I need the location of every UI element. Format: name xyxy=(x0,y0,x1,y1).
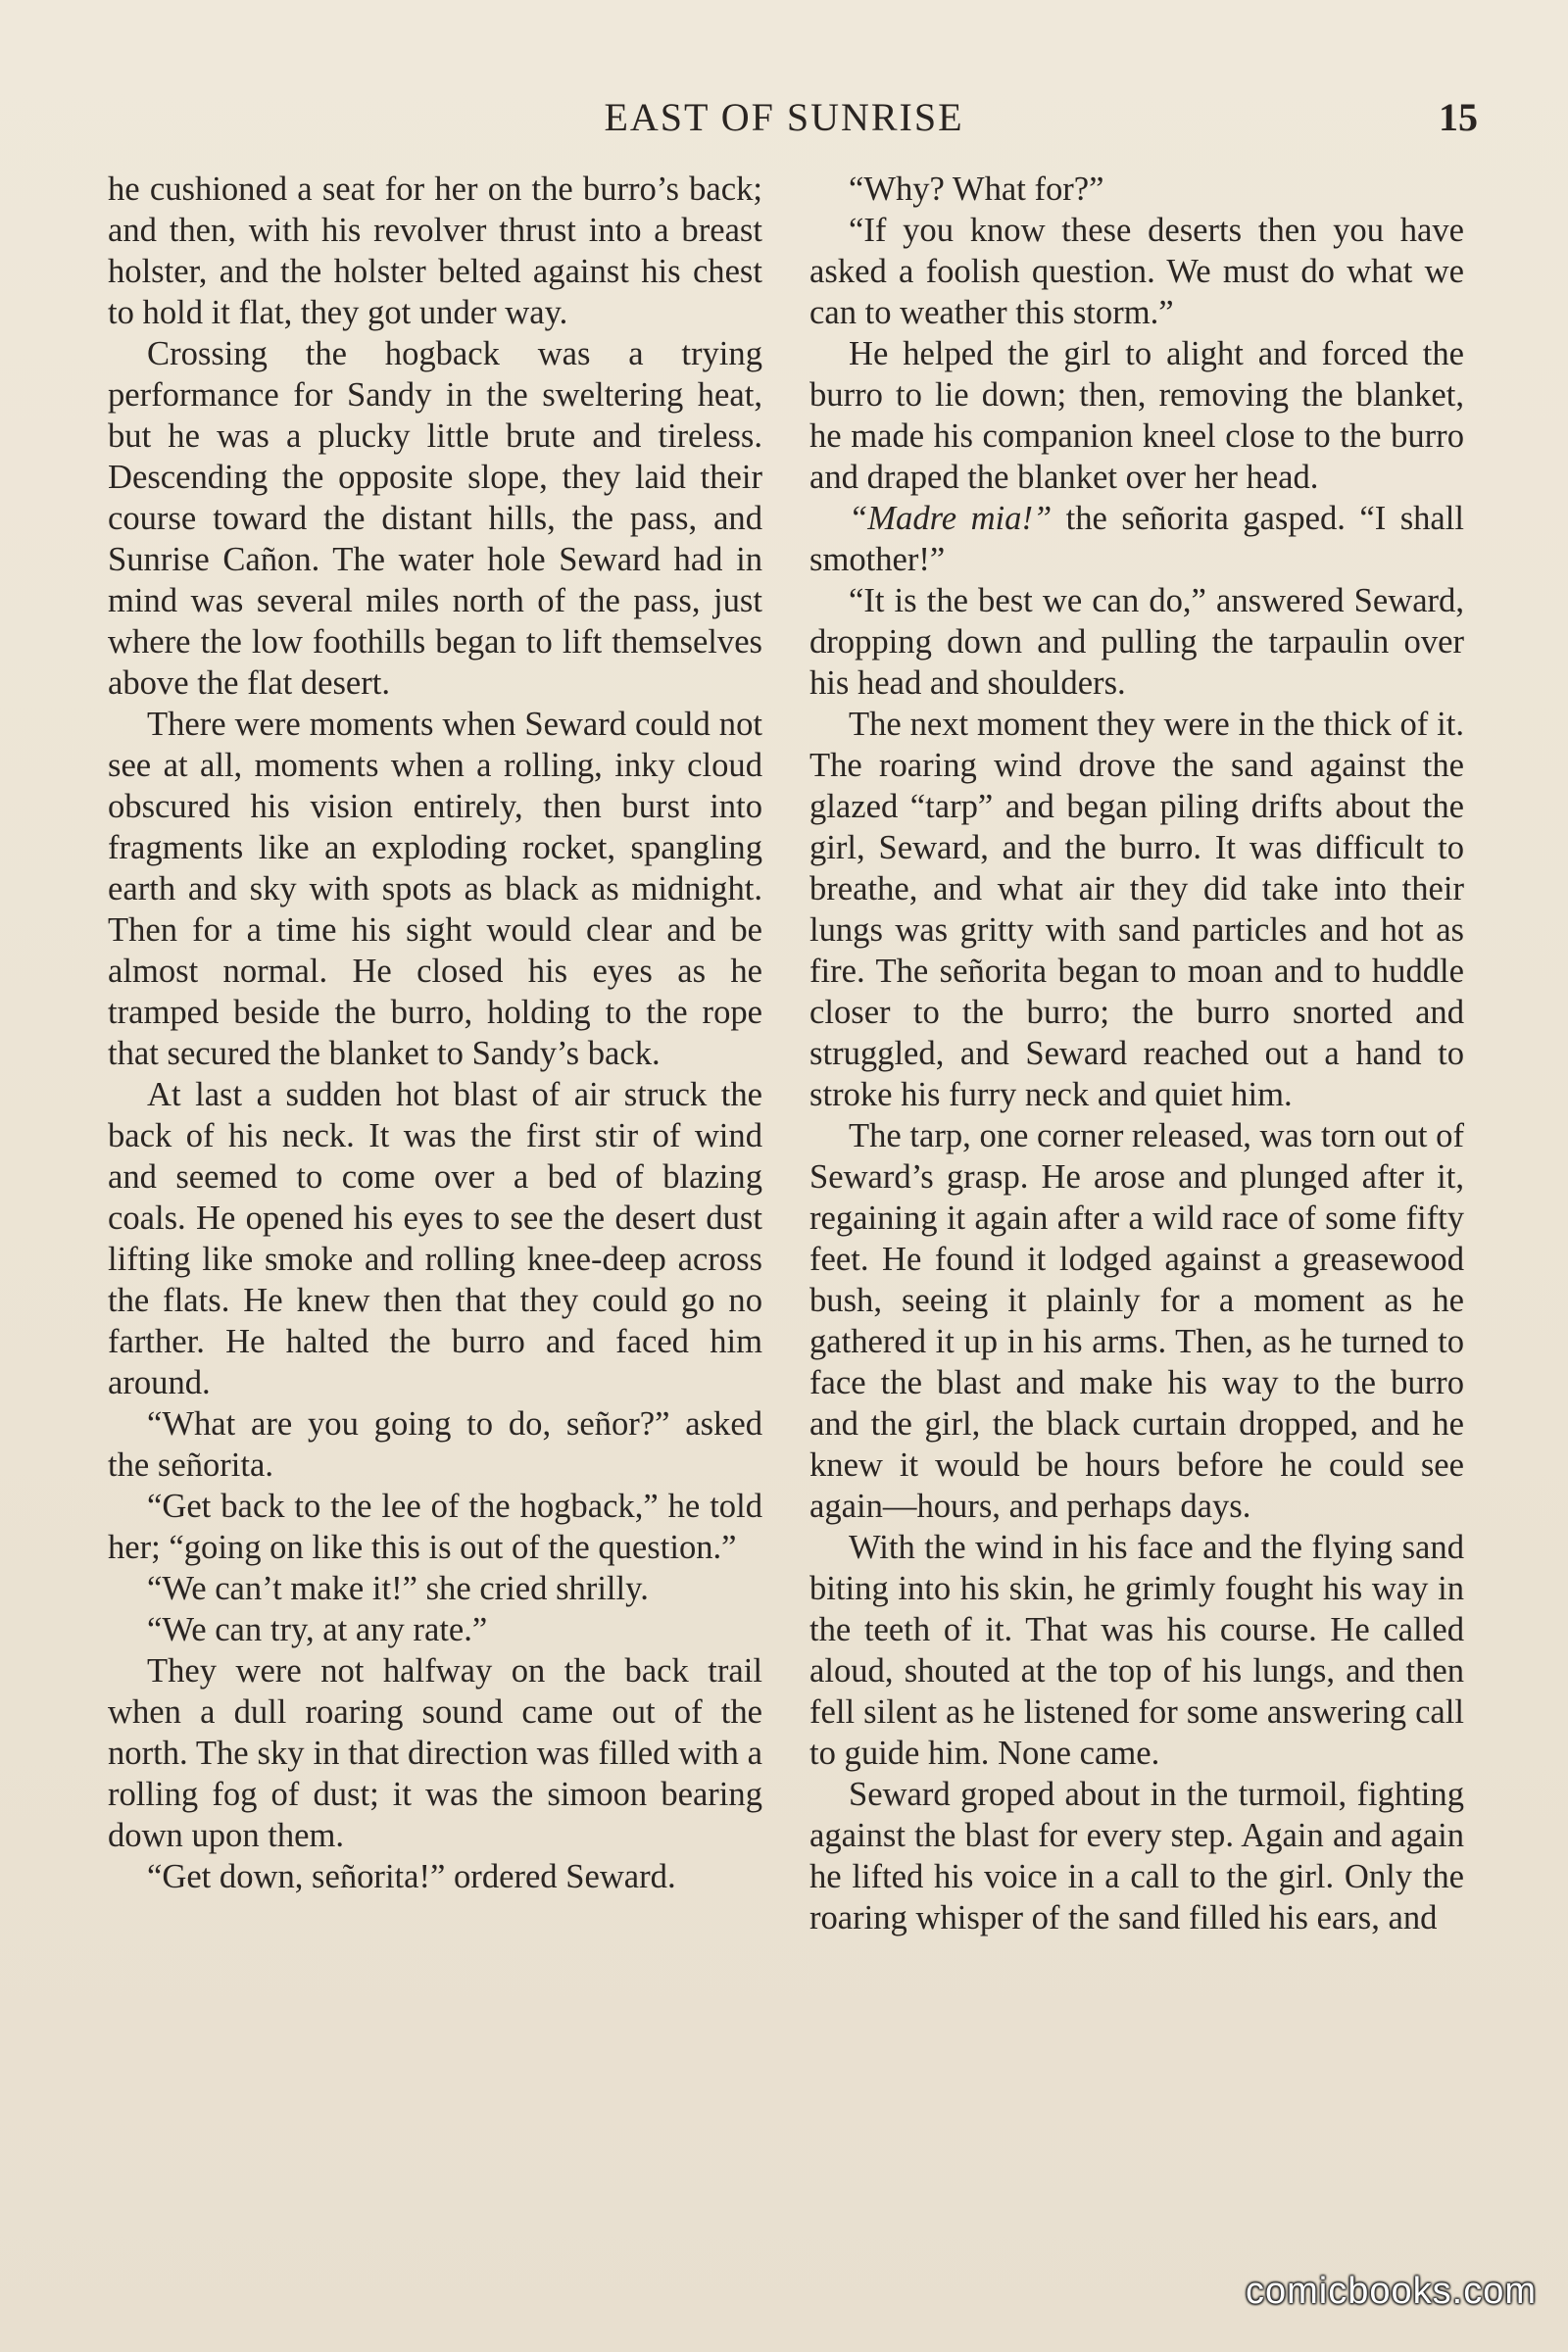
paragraph: Crossing the hogback was a trying performance for Sandy in the sweltering heat, but he was a plucky little brute and tireless. Descending the opposite slope, they laid their course toward the distant hills, the pass, and Sunrise Cañon. The water hole Seward had in mind was several miles north of the pass, just where the low foothills began to lift themselves above the flat desert. xyxy=(108,335,762,702)
running-head xyxy=(0,94,1568,143)
paragraph: “Why? What for?” xyxy=(849,171,1104,208)
paragraph-text: the señorita gasped. “I shall smother!” xyxy=(809,500,1464,578)
paragraph xyxy=(809,498,1464,580)
italic-phrase: “Madre mia!” xyxy=(849,500,1053,537)
right-column xyxy=(809,169,1464,1938)
paragraph: At last a sudden hot blast of air struck the back of his neck. It was the first stir of wind and seemed to come over a bed of blazing coals. He opened his eyes to see the desert dust lifting like smoke and rolling knee-deep across the flats. He knew then that they could go no farther. He halted the burro and faced him around. xyxy=(108,1076,762,1401)
left-column xyxy=(108,169,762,1897)
paragraph: With the wind in his face and the flying sand biting into his skin, he grimly fought his way in the teeth of it. That was his course. He called aloud, shouted at the top of his lungs, and then fell silent as he listened for some answering call to guide him. None came. xyxy=(809,1529,1464,1772)
paragraph: The tarp, one corner released, was torn out of Seward’s grasp. He arose and plunged after it, regaining it again after a wild race of some fifty feet. He found it lodged against a greasewood bush, seeing it plainly for a moment as he gathered it up in his arms. Then, as he turned to face the blast and make his way to the burro and the girl, the black curtain dropped, and he knew it would be hours before he could see again—hours, and perhaps days. xyxy=(809,1117,1464,1525)
paragraph: he cushioned a seat for her on the burro’s back; and then, with his revolver thrust into a breast holster, and the holster belted against his chest to hold it flat, they got under way. xyxy=(108,171,762,331)
paragraph: “Get back to the lee of the hogback,” he told her; “going on like this is out of the question.” xyxy=(108,1488,762,1566)
paragraph: “It is the best we can do,” answered Seward, dropping down and pulling the tarpaulin over his head and shoulders. xyxy=(809,582,1464,702)
paragraph: He helped the girl to alight and forced the burro to lie down; then, removing the blanket, he made his companion kneel close to the burro and draped the blanket over her head. xyxy=(809,335,1464,496)
paragraph: “We can try, at any rate.” xyxy=(147,1611,488,1648)
paragraph: Seward groped about in the turmoil, fighting against the blast for every step. Again and again he lifted his voice in a call to the girl. Only the roaring whisper of the sand filled his ears, and xyxy=(809,1776,1464,1936)
paragraph: There were moments when Seward could not see at all, moments when a rolling, inky cloud obscured his vision entirely, then burst into fragments like an exploding rocket, spangling earth and sky with spots as black as midnight. Then for a time his sight would clear and be almost normal. He closed his eyes as he tramped beside the burro, holding to the rope that secured the blanket to Sandy’s back. xyxy=(108,706,762,1072)
paragraph: They were not halfway on the back trail when a dull roaring sound came out of the north. The sky in that direction was filled with a rolling fog of dust; it was the simoon bearing down upon them. xyxy=(108,1652,762,1854)
page-number: 15 xyxy=(1439,95,1478,139)
paragraph: “Get down, señorita!” ordered Seward. xyxy=(147,1858,676,1895)
watermark: comicbooks.com xyxy=(1246,2271,1537,2312)
paragraph: “We can’t make it!” she cried shrilly. xyxy=(147,1570,649,1607)
paragraph: “What are you going to do, señor?” asked the señorita. xyxy=(108,1405,762,1484)
paragraph: The next moment they were in the thick of it. The roaring wind drove the sand against the glazed “tarp” and began piling drifts about the girl, Seward, and the burro. It was difficult to breathe, and what air they did take into their lungs was gritty with sand particles and hot as fire. The señorita began to moan and to huddle closer to the burro; the burro snorted and struggled, and Seward reached out a hand to stroke his furry neck and quiet him. xyxy=(809,706,1464,1113)
running-title: EAST OF SUNRISE xyxy=(604,95,964,139)
paragraph: “If you know these deserts then you have asked a foolish question. We must do what we can to weather this storm.” xyxy=(809,212,1464,331)
